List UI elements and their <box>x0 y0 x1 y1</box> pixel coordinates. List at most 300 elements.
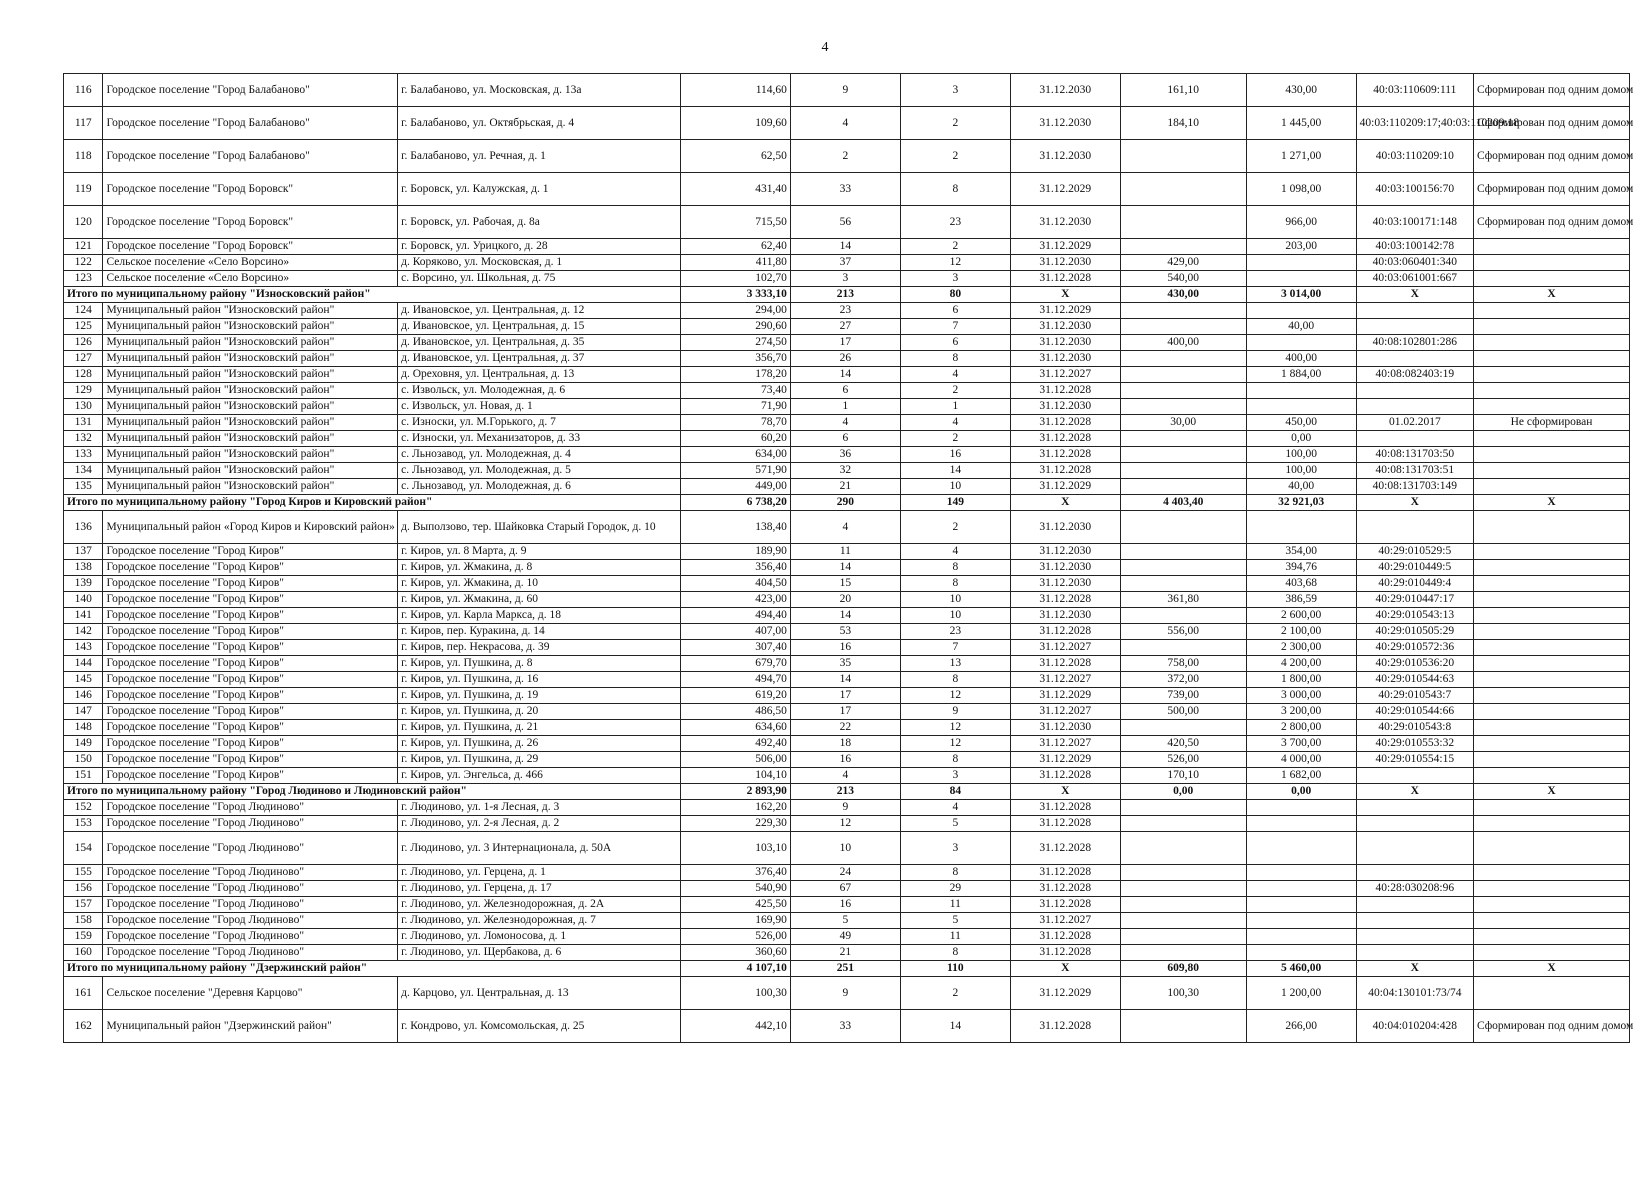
residents-cell: 6 <box>790 383 900 399</box>
table-row <box>64 351 1630 367</box>
table-row <box>64 800 1630 816</box>
cost2-cell <box>1246 913 1356 929</box>
cadastral-cell <box>1356 303 1473 319</box>
status-cell <box>1474 816 1630 832</box>
municipality-cell: Городское поселение "Город Людиново" <box>103 929 398 945</box>
row-number-cell: 162 <box>64 1010 103 1043</box>
cost2-cell: 1 800,00 <box>1246 672 1356 688</box>
address-cell: г. Людиново, ул. Железнодорожная, д. 7 <box>398 913 681 929</box>
table-row <box>64 255 1630 271</box>
area-cell: 540,90 <box>680 881 790 897</box>
status-cell <box>1474 977 1630 1010</box>
area-cell: 4 107,10 <box>680 961 790 977</box>
status-cell <box>1474 303 1630 319</box>
address-cell: с. Льнозавод, ул. Молодежная, д. 6 <box>398 479 681 495</box>
apartments-cell: 7 <box>900 640 1010 656</box>
row-number-cell: 147 <box>64 704 103 720</box>
table-row <box>64 865 1630 881</box>
municipality-cell: Сельское поселение «Село Ворсино» <box>103 271 398 287</box>
residents-cell: 20 <box>790 592 900 608</box>
date-cell: 31.12.2030 <box>1010 140 1120 173</box>
cost2-cell: 386,59 <box>1246 592 1356 608</box>
row-number-cell: 157 <box>64 897 103 913</box>
row-number-cell: 120 <box>64 206 103 239</box>
municipality-cell: Городское поселение "Город Киров" <box>103 720 398 736</box>
cadastral-cell: 40:29:010553:32 <box>1356 736 1473 752</box>
cost1-cell: 758,00 <box>1120 656 1246 672</box>
table-row <box>64 399 1630 415</box>
status-cell: Сформирован под одним домом <box>1474 206 1630 239</box>
apartments-cell: 8 <box>900 576 1010 592</box>
apartments-cell: 3 <box>900 74 1010 107</box>
date-cell: 31.12.2030 <box>1010 206 1120 239</box>
cost2-cell: 2 800,00 <box>1246 720 1356 736</box>
status-cell <box>1474 351 1630 367</box>
row-number-cell: 130 <box>64 399 103 415</box>
area-cell: 571,90 <box>680 463 790 479</box>
cost2-cell <box>1246 271 1356 287</box>
status-cell: Сформирован под одним домом <box>1474 140 1630 173</box>
date-cell: 31.12.2028 <box>1010 768 1120 784</box>
cadastral-cell: 40:29:010554:15 <box>1356 752 1473 768</box>
cost1-cell: 30,00 <box>1120 415 1246 431</box>
cadastral-cell <box>1356 897 1473 913</box>
cadastral-cell: X <box>1356 495 1473 511</box>
status-cell: Не сформирован <box>1474 415 1630 431</box>
apartments-cell: 2 <box>900 107 1010 140</box>
cadastral-cell <box>1356 913 1473 929</box>
date-cell: 31.12.2028 <box>1010 832 1120 865</box>
cost2-cell: 400,00 <box>1246 351 1356 367</box>
address-cell: г. Киров, ул. Пушкина, д. 26 <box>398 736 681 752</box>
cost2-cell: 3 700,00 <box>1246 736 1356 752</box>
residents-cell: 5 <box>790 913 900 929</box>
date-cell: 31.12.2029 <box>1010 752 1120 768</box>
status-cell <box>1474 335 1630 351</box>
municipality-cell: Городское поселение "Город Боровск" <box>103 239 398 255</box>
municipality-cell: Городское поселение "Город Киров" <box>103 640 398 656</box>
date-cell: 31.12.2028 <box>1010 447 1120 463</box>
cost2-cell <box>1246 865 1356 881</box>
cost1-cell <box>1120 319 1246 335</box>
cadastral-cell: 40:03:060401:340 <box>1356 255 1473 271</box>
status-cell <box>1474 768 1630 784</box>
table-row <box>64 768 1630 784</box>
total-label: Итого по муниципальному району "Город Киров и Кировский район" <box>64 495 681 511</box>
date-cell: 31.12.2027 <box>1010 913 1120 929</box>
address-cell: г. Киров, ул. Жмакина, д. 10 <box>398 576 681 592</box>
table-row <box>64 271 1630 287</box>
apartments-cell: 80 <box>900 287 1010 303</box>
date-cell: 31.12.2030 <box>1010 576 1120 592</box>
status-cell <box>1474 431 1630 447</box>
row-number-cell: 124 <box>64 303 103 319</box>
cost2-cell: 1 682,00 <box>1246 768 1356 784</box>
area-cell: 73,40 <box>680 383 790 399</box>
date-cell: 31.12.2028 <box>1010 463 1120 479</box>
status-cell <box>1474 945 1630 961</box>
cadastral-cell: 40:29:010449:5 <box>1356 560 1473 576</box>
cost2-cell: 3 014,00 <box>1246 287 1356 303</box>
row-number-cell: 119 <box>64 173 103 206</box>
municipality-cell: Городское поселение "Город Киров" <box>103 688 398 704</box>
cost2-cell: 1 445,00 <box>1246 107 1356 140</box>
cost2-cell <box>1246 383 1356 399</box>
address-cell: д. Ивановское, ул. Центральная, д. 15 <box>398 319 681 335</box>
residents-cell: 1 <box>790 399 900 415</box>
date-cell: 31.12.2028 <box>1010 945 1120 961</box>
apartments-cell: 2 <box>900 977 1010 1010</box>
cadastral-cell: 40:08:131703:51 <box>1356 463 1473 479</box>
apartments-cell: 3 <box>900 768 1010 784</box>
area-cell: 526,00 <box>680 929 790 945</box>
apartments-cell: 13 <box>900 656 1010 672</box>
municipality-cell: Сельское поселение «Село Ворсино» <box>103 255 398 271</box>
row-number-cell: 127 <box>64 351 103 367</box>
municipality-cell: Городское поселение "Город Балабаново" <box>103 140 398 173</box>
address-cell: г. Киров, пер. Некрасова, д. 39 <box>398 640 681 656</box>
residents-cell: 14 <box>790 608 900 624</box>
residents-cell: 14 <box>790 672 900 688</box>
cadastral-cell: 40:29:010543:13 <box>1356 608 1473 624</box>
area-cell: 442,10 <box>680 1010 790 1043</box>
cadastral-cell <box>1356 431 1473 447</box>
area-cell: 178,20 <box>680 367 790 383</box>
area-cell: 634,00 <box>680 447 790 463</box>
address-cell: д. Выползово, тер. Шайковка Старый Городок, д. 10 <box>398 511 681 544</box>
table-row <box>64 367 1630 383</box>
table-row <box>64 560 1630 576</box>
cost2-cell <box>1246 399 1356 415</box>
residents-cell: 27 <box>790 319 900 335</box>
row-number-cell: 144 <box>64 656 103 672</box>
cost1-cell: 0,00 <box>1120 784 1246 800</box>
municipality-cell: Городское поселение "Город Киров" <box>103 560 398 576</box>
residents-cell: 22 <box>790 720 900 736</box>
address-cell: с. Льнозавод, ул. Молодежная, д. 5 <box>398 463 681 479</box>
status-cell: X <box>1474 287 1630 303</box>
residents-cell: 4 <box>790 415 900 431</box>
cost1-cell <box>1120 431 1246 447</box>
cost2-cell: 450,00 <box>1246 415 1356 431</box>
cost1-cell: 170,10 <box>1120 768 1246 784</box>
cadastral-cell <box>1356 383 1473 399</box>
row-number-cell: 143 <box>64 640 103 656</box>
date-cell: 31.12.2028 <box>1010 431 1120 447</box>
apartments-cell: 4 <box>900 800 1010 816</box>
cadastral-cell <box>1356 351 1473 367</box>
residents-cell: 15 <box>790 576 900 592</box>
apartments-cell: 8 <box>900 173 1010 206</box>
apartments-cell: 4 <box>900 544 1010 560</box>
table-row <box>64 544 1630 560</box>
municipality-cell: Городское поселение "Город Киров" <box>103 704 398 720</box>
municipality-cell: Городское поселение "Город Киров" <box>103 608 398 624</box>
row-number-cell: 138 <box>64 560 103 576</box>
row-number-cell: 152 <box>64 800 103 816</box>
cadastral-cell: 40:03:061001:667 <box>1356 271 1473 287</box>
table-row <box>64 704 1630 720</box>
municipality-cell: Муниципальный район "Износковский район" <box>103 351 398 367</box>
district-total-row <box>64 961 1630 977</box>
apartments-cell: 10 <box>900 479 1010 495</box>
status-cell <box>1474 881 1630 897</box>
date-cell: 31.12.2030 <box>1010 107 1120 140</box>
table-row <box>64 592 1630 608</box>
row-number-cell: 146 <box>64 688 103 704</box>
address-cell: г. Людиново, ул. Щербакова, д. 6 <box>398 945 681 961</box>
status-cell <box>1474 800 1630 816</box>
date-cell: 31.12.2030 <box>1010 608 1120 624</box>
cadastral-cell <box>1356 511 1473 544</box>
residents-cell: 6 <box>790 431 900 447</box>
apartments-cell: 2 <box>900 140 1010 173</box>
cost2-cell: 1 200,00 <box>1246 977 1356 1010</box>
status-cell <box>1474 832 1630 865</box>
date-cell: 31.12.2027 <box>1010 736 1120 752</box>
status-cell <box>1474 511 1630 544</box>
area-cell: 356,40 <box>680 560 790 576</box>
cost1-cell: 420,50 <box>1120 736 1246 752</box>
municipality-cell: Городское поселение "Город Киров" <box>103 768 398 784</box>
municipality-cell: Городское поселение "Город Людиново" <box>103 913 398 929</box>
residents-cell: 17 <box>790 704 900 720</box>
area-cell: 78,70 <box>680 415 790 431</box>
status-cell <box>1474 720 1630 736</box>
address-cell: г. Киров, ул. Пушкина, д. 16 <box>398 672 681 688</box>
date-cell: 31.12.2028 <box>1010 271 1120 287</box>
apartments-cell: 8 <box>900 865 1010 881</box>
row-number-cell: 118 <box>64 140 103 173</box>
cadastral-cell: 40:29:010543:8 <box>1356 720 1473 736</box>
table-row <box>64 576 1630 592</box>
cost1-cell <box>1120 479 1246 495</box>
cost1-cell <box>1120 881 1246 897</box>
date-cell: 31.12.2028 <box>1010 897 1120 913</box>
cost2-cell: 1 884,00 <box>1246 367 1356 383</box>
date-cell: X <box>1010 784 1120 800</box>
municipality-cell: Муниципальный район "Износковский район" <box>103 303 398 319</box>
cost2-cell: 2 600,00 <box>1246 608 1356 624</box>
address-cell: г. Боровск, ул. Урицкого, д. 28 <box>398 239 681 255</box>
municipality-cell: Муниципальный район "Износковский район" <box>103 479 398 495</box>
date-cell: 31.12.2027 <box>1010 367 1120 383</box>
cadastral-cell: 40:04:010204:428 <box>1356 1010 1473 1043</box>
apartments-cell: 11 <box>900 897 1010 913</box>
cost1-cell: 500,00 <box>1120 704 1246 720</box>
apartments-cell: 8 <box>900 560 1010 576</box>
cadastral-cell: 40:08:102801:286 <box>1356 335 1473 351</box>
row-number-cell: 155 <box>64 865 103 881</box>
municipality-cell: Городское поселение "Город Людиново" <box>103 816 398 832</box>
date-cell: 31.12.2030 <box>1010 399 1120 415</box>
cost1-cell <box>1120 383 1246 399</box>
register-table <box>63 73 1634 1043</box>
cost1-cell: 556,00 <box>1120 624 1246 640</box>
table-row <box>64 624 1630 640</box>
row-number-cell: 153 <box>64 816 103 832</box>
cost2-cell <box>1246 881 1356 897</box>
address-cell: г. Киров, пер. Куракина, д. 14 <box>398 624 681 640</box>
apartments-cell: 84 <box>900 784 1010 800</box>
residents-cell: 33 <box>790 173 900 206</box>
date-cell: 31.12.2027 <box>1010 704 1120 720</box>
status-cell <box>1474 463 1630 479</box>
municipality-cell: Муниципальный район "Износковский район" <box>103 367 398 383</box>
cost2-cell: 32 921,03 <box>1246 495 1356 511</box>
residents-cell: 49 <box>790 929 900 945</box>
row-number-cell: 156 <box>64 881 103 897</box>
cost1-cell: 361,80 <box>1120 592 1246 608</box>
municipality-cell: Сельское поселение "Деревня Карцово" <box>103 977 398 1010</box>
address-cell: с. Ворсино, ул. Школьная, д. 75 <box>398 271 681 287</box>
apartments-cell: 14 <box>900 1010 1010 1043</box>
municipality-cell: Городское поселение "Город Людиново" <box>103 897 398 913</box>
address-cell: д. Коряково, ул. Московская, д. 1 <box>398 255 681 271</box>
cost1-cell: 609,80 <box>1120 961 1246 977</box>
date-cell: X <box>1010 287 1120 303</box>
row-number-cell: 129 <box>64 383 103 399</box>
cadastral-cell: 40:28:030208:96 <box>1356 881 1473 897</box>
cost2-cell: 430,00 <box>1246 74 1356 107</box>
area-cell: 114,60 <box>680 74 790 107</box>
area-cell: 715,50 <box>680 206 790 239</box>
residents-cell: 4 <box>790 107 900 140</box>
cadastral-cell: 40:29:010572:36 <box>1356 640 1473 656</box>
apartments-cell: 6 <box>900 303 1010 319</box>
cost1-cell <box>1120 832 1246 865</box>
area-cell: 492,40 <box>680 736 790 752</box>
cost1-cell <box>1120 399 1246 415</box>
table-row <box>64 415 1630 431</box>
table-row <box>64 881 1630 897</box>
apartments-cell: 3 <box>900 271 1010 287</box>
area-cell: 404,50 <box>680 576 790 592</box>
apartments-cell: 12 <box>900 688 1010 704</box>
cadastral-cell: 40:03:100171:148 <box>1356 206 1473 239</box>
apartments-cell: 23 <box>900 624 1010 640</box>
address-cell: д. Ивановское, ул. Центральная, д. 12 <box>398 303 681 319</box>
cadastral-cell: X <box>1356 961 1473 977</box>
residents-cell: 213 <box>790 784 900 800</box>
status-cell <box>1474 367 1630 383</box>
area-cell: 2 893,90 <box>680 784 790 800</box>
municipality-cell: Муниципальный район "Износковский район" <box>103 415 398 431</box>
municipality-cell: Городское поселение "Город Людиново" <box>103 832 398 865</box>
row-number-cell: 140 <box>64 592 103 608</box>
residents-cell: 213 <box>790 287 900 303</box>
area-cell: 100,30 <box>680 977 790 1010</box>
residents-cell: 26 <box>790 351 900 367</box>
status-cell: X <box>1474 961 1630 977</box>
municipality-cell: Городское поселение "Город Киров" <box>103 544 398 560</box>
area-cell: 274,50 <box>680 335 790 351</box>
cadastral-cell: 40:29:010544:66 <box>1356 704 1473 720</box>
residents-cell: 53 <box>790 624 900 640</box>
address-cell: г. Киров, ул. Пушкина, д. 19 <box>398 688 681 704</box>
address-cell: д. Ивановское, ул. Центральная, д. 35 <box>398 335 681 351</box>
cost1-cell <box>1120 511 1246 544</box>
municipality-cell: Муниципальный район "Износковский район" <box>103 335 398 351</box>
date-cell: 31.12.2028 <box>1010 1010 1120 1043</box>
status-cell: X <box>1474 495 1630 511</box>
row-number-cell: 132 <box>64 431 103 447</box>
municipality-cell: Городское поселение "Город Балабаново" <box>103 107 398 140</box>
date-cell: X <box>1010 961 1120 977</box>
municipality-cell: Городское поселение "Город Киров" <box>103 576 398 592</box>
address-cell: г. Людиново, ул. 2-я Лесная, д. 2 <box>398 816 681 832</box>
date-cell: 31.12.2030 <box>1010 351 1120 367</box>
residents-cell: 17 <box>790 335 900 351</box>
apartments-cell: 7 <box>900 319 1010 335</box>
area-cell: 62,40 <box>680 239 790 255</box>
cost2-cell: 2 100,00 <box>1246 624 1356 640</box>
table-row <box>64 816 1630 832</box>
row-number-cell: 159 <box>64 929 103 945</box>
area-cell: 411,80 <box>680 255 790 271</box>
cadastral-cell: 40:29:010536:20 <box>1356 656 1473 672</box>
area-cell: 103,10 <box>680 832 790 865</box>
apartments-cell: 3 <box>900 832 1010 865</box>
cadastral-cell <box>1356 816 1473 832</box>
district-total-row <box>64 287 1630 303</box>
cost1-cell <box>1120 929 1246 945</box>
residents-cell: 9 <box>790 74 900 107</box>
cadastral-cell <box>1356 399 1473 415</box>
status-cell <box>1474 897 1630 913</box>
area-cell: 109,60 <box>680 107 790 140</box>
table-row <box>64 752 1630 768</box>
date-cell: 31.12.2027 <box>1010 640 1120 656</box>
status-cell <box>1474 319 1630 335</box>
cadastral-cell: 40:29:010543:7 <box>1356 688 1473 704</box>
table-row <box>64 319 1630 335</box>
cost2-cell: 40,00 <box>1246 479 1356 495</box>
row-number-cell: 158 <box>64 913 103 929</box>
residents-cell: 33 <box>790 1010 900 1043</box>
cadastral-cell <box>1356 832 1473 865</box>
cost2-cell: 3 200,00 <box>1246 704 1356 720</box>
municipality-cell: Городское поселение "Город Киров" <box>103 624 398 640</box>
apartments-cell: 149 <box>900 495 1010 511</box>
cost2-cell: 966,00 <box>1246 206 1356 239</box>
apartments-cell: 8 <box>900 351 1010 367</box>
area-cell: 294,00 <box>680 303 790 319</box>
residents-cell: 14 <box>790 560 900 576</box>
residents-cell: 9 <box>790 800 900 816</box>
status-cell: Сформирован под одним домом <box>1474 107 1630 140</box>
date-cell: 31.12.2030 <box>1010 544 1120 560</box>
cost1-cell <box>1120 865 1246 881</box>
status-cell <box>1474 576 1630 592</box>
area-cell: 360,60 <box>680 945 790 961</box>
cost1-cell: 400,00 <box>1120 335 1246 351</box>
table-row <box>64 977 1630 1010</box>
address-cell: д. Карцово, ул. Центральная, д. 13 <box>398 977 681 1010</box>
address-cell: с. Износки, ул. М.Горького, д. 7 <box>398 415 681 431</box>
status-cell <box>1474 255 1630 271</box>
residents-cell: 290 <box>790 495 900 511</box>
status-cell <box>1474 271 1630 287</box>
date-cell: 31.12.2030 <box>1010 255 1120 271</box>
table-row <box>64 140 1630 173</box>
residents-cell: 4 <box>790 511 900 544</box>
residents-cell: 21 <box>790 479 900 495</box>
table-row <box>64 929 1630 945</box>
residents-cell: 37 <box>790 255 900 271</box>
apartments-cell: 1 <box>900 399 1010 415</box>
row-number-cell: 125 <box>64 319 103 335</box>
